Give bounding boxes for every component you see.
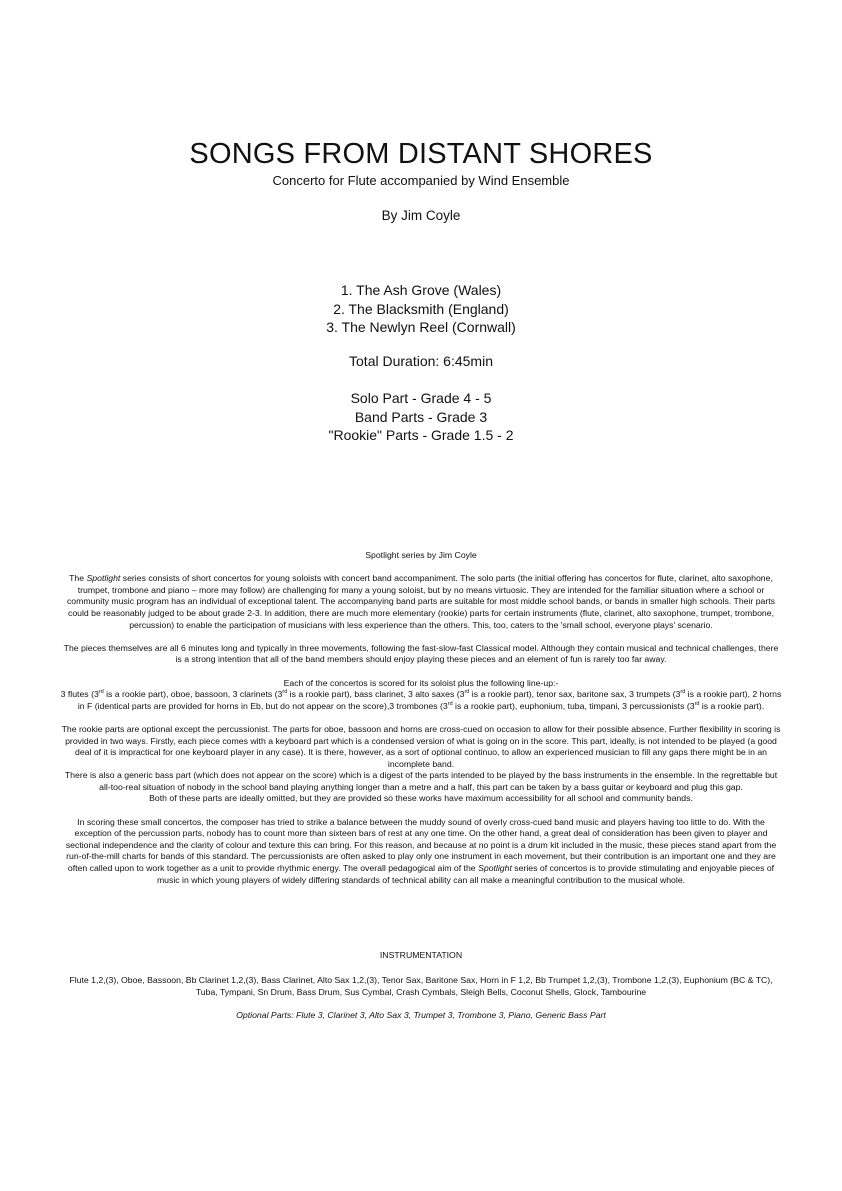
total-duration: Total Duration: 6:45min (349, 353, 493, 369)
text-run: is a rookie part), tenor sax, baritone sax, 3 trumpets (3 (469, 689, 681, 700)
series-name: Spotlight (478, 863, 512, 874)
superscript: rd (447, 700, 453, 707)
grade-item: Band Parts - Grade 3 (354, 408, 488, 425)
lineup-intro: Each of the concertos is scored for its soloist plus the following line-up:- (283, 677, 559, 688)
optional-parts: Optional Parts: Flute 3, Clarinet 3, Alto Sax 3, Trumpet 3, Trombone 3, Piano, Generic Bass Part (236, 1010, 606, 1020)
spotlight-paragraph-2: The pieces themselves are all 6 minutes long and typically in three movements, following the fast-slow-fast Classical model. Although they contain musical and technical challenges, there is a strong intention that all of the band members should enjoy playing these pieces and an element of fun is rarely too far away. (63, 642, 779, 665)
superscript: rd (680, 689, 686, 696)
text-run: There is also a generic bass part (which does not appear on the score) which is a digest of the parts intended to be played by the bass instruments in the ensemble. In the regrettable but all-too-real situation of nobody in the school band playing anything longer than a metre and a half, this part can be taken by a bass guitar or keyboard and plug this gap. (64, 770, 778, 792)
author: By Jim Coyle (381, 208, 461, 223)
spotlight-heading: Spotlight series by Jim Coyle (365, 550, 477, 560)
instrumentation-list: Flute 1,2,(3), Oboe, Bassoon, Bb Clarinet 1,2,(3), Bass Clarinet, Alto Sax 1,2,(3), Tenor Sax, Baritone Sax, Horn in F 1,2, Bb Trumpet 1,2,(3), Trombone 1,2,(3), Euphonium (BC & TC), Tuba, Tympani, Sn Drum, Bass Drum, Sus Cymbal, Crash Cymbals, Sleigh Bells, Coconut Shells, Glock, Tambourine (69, 975, 773, 997)
text-run: is a rookie part). (699, 700, 765, 711)
text-run: In scoring these small concertos, the composer has tried to strike a balance between the muddy sound of overly cross-cued band music and players having too little to do. With the exception of the percussion parts, nobody has to count more than sixteen bars of rest at any one time. On the other hand, a great deal of consideration has been given to player and sectional independence and the clarity of colour and texture this can bring. For this reason, and because at no point is a drum kit included in the music, these pieces stand apart from the run-of-the-mill charts for bands of this standard. The percussionists are often asked to play only one instrument in each movement, but their contribution is an important one and they are often called upon to work together as a unit to provide rhythmic energy. The overall pedagogical aim of the (65, 816, 777, 874)
superscript: rd (98, 689, 104, 696)
spotlight-paragraph-1 (60, 573, 782, 631)
instrumentation-heading: INSTRUMENTATION (379, 950, 463, 960)
grade-item: Solo Part - Grade 4 - 5 (350, 390, 492, 406)
lineup-paragraph (60, 678, 782, 713)
text-run: series consists of short concertos for young soloists with concert band accompaniment. The solo parts (the initial offering has concertos for flute, clarinet, alto saxophone, trumpet, trombone and piano – more may follow) are challenging for many a young soloist, but by no means virtuosic. They are intended for the familiar situation where a school or community music program has an individual of exceptional talent. The accompanying band parts are suitable for most middle school bands, or bands in smaller high schools. Their parts could be reasonably judged to be about grade 2-3. In addition, there are much more elementary (rookie) parts for certain instruments (flute, clarinet, alto saxophone, trumpet, trombone, percussion) to enable the participation of musicians with less experience than the others. This, too, caters to the 'small school, everyone plays' scenario. (66, 573, 776, 630)
subtitle: Concerto for Flute accompanied by Wind Ensemble (272, 173, 570, 188)
grade-list (0, 389, 842, 445)
spotlight-section (60, 550, 782, 898)
superscript: rd (464, 689, 470, 696)
text-run: Both of these parts are ideally omitted, but they are provided so these works have maximum accessibility for all school and community bands. (149, 793, 693, 804)
text-run: is a rookie part), oboe, bassoon, 3 clarinets (3 (103, 689, 283, 700)
movement-list (0, 281, 842, 337)
grade-item: "Rookie" Parts - Grade 1.5 - 2 (328, 427, 514, 443)
movement-item: 2. The Blacksmith (England) (333, 300, 509, 317)
scoring-paragraph (60, 817, 782, 887)
text-run: 3 flutes (3 (60, 689, 99, 700)
text-run: is a rookie part), euphonium, tuba, timpani, 3 percussionists (3 (452, 700, 695, 711)
movement-item: 3. The Newlyn Reel (Cornwall) (326, 319, 516, 335)
page-title: SONGS FROM DISTANT SHORES (189, 138, 653, 170)
text-run: The rookie parts are optional except the percussionist. The parts for oboe, bassoon and horns are cross-cued on occasion to allow for their possible absence. Further flexibility in scoring is provided in two ways. Firstly, each piece comes with a keyboard part which is a condensed version of what is going on in the score. This part, ideally, is not intended to be played (a good deal of it is impractical for one keyboard player in any case). It is there, however, as a sort of optional continuo, to allow an experienced musician to fill any gaps there might be in an incomplete band. (61, 723, 781, 769)
superscript: rd (282, 689, 288, 696)
text-run: The (69, 573, 87, 584)
text-run: series of concertos is to provide stimulating and enjoyable pieces of music in which young players of widely differing standards of technical ability can all make a meaningful contribution to the musical whole. (156, 863, 775, 885)
movement-item: 1. The Ash Grove (Wales) (340, 282, 502, 298)
text-run: is a rookie part), 2 horns in F (identical parts are provided for horns in Eb, but do not appear on the score),3 trombones (3 (77, 689, 782, 711)
series-name: Spotlight (86, 573, 121, 584)
text-run: is a rookie part), bass clarinet, 3 alto saxes (3 (287, 689, 465, 700)
superscript: rd (694, 700, 700, 707)
optional-parts-paragraph (60, 724, 782, 805)
